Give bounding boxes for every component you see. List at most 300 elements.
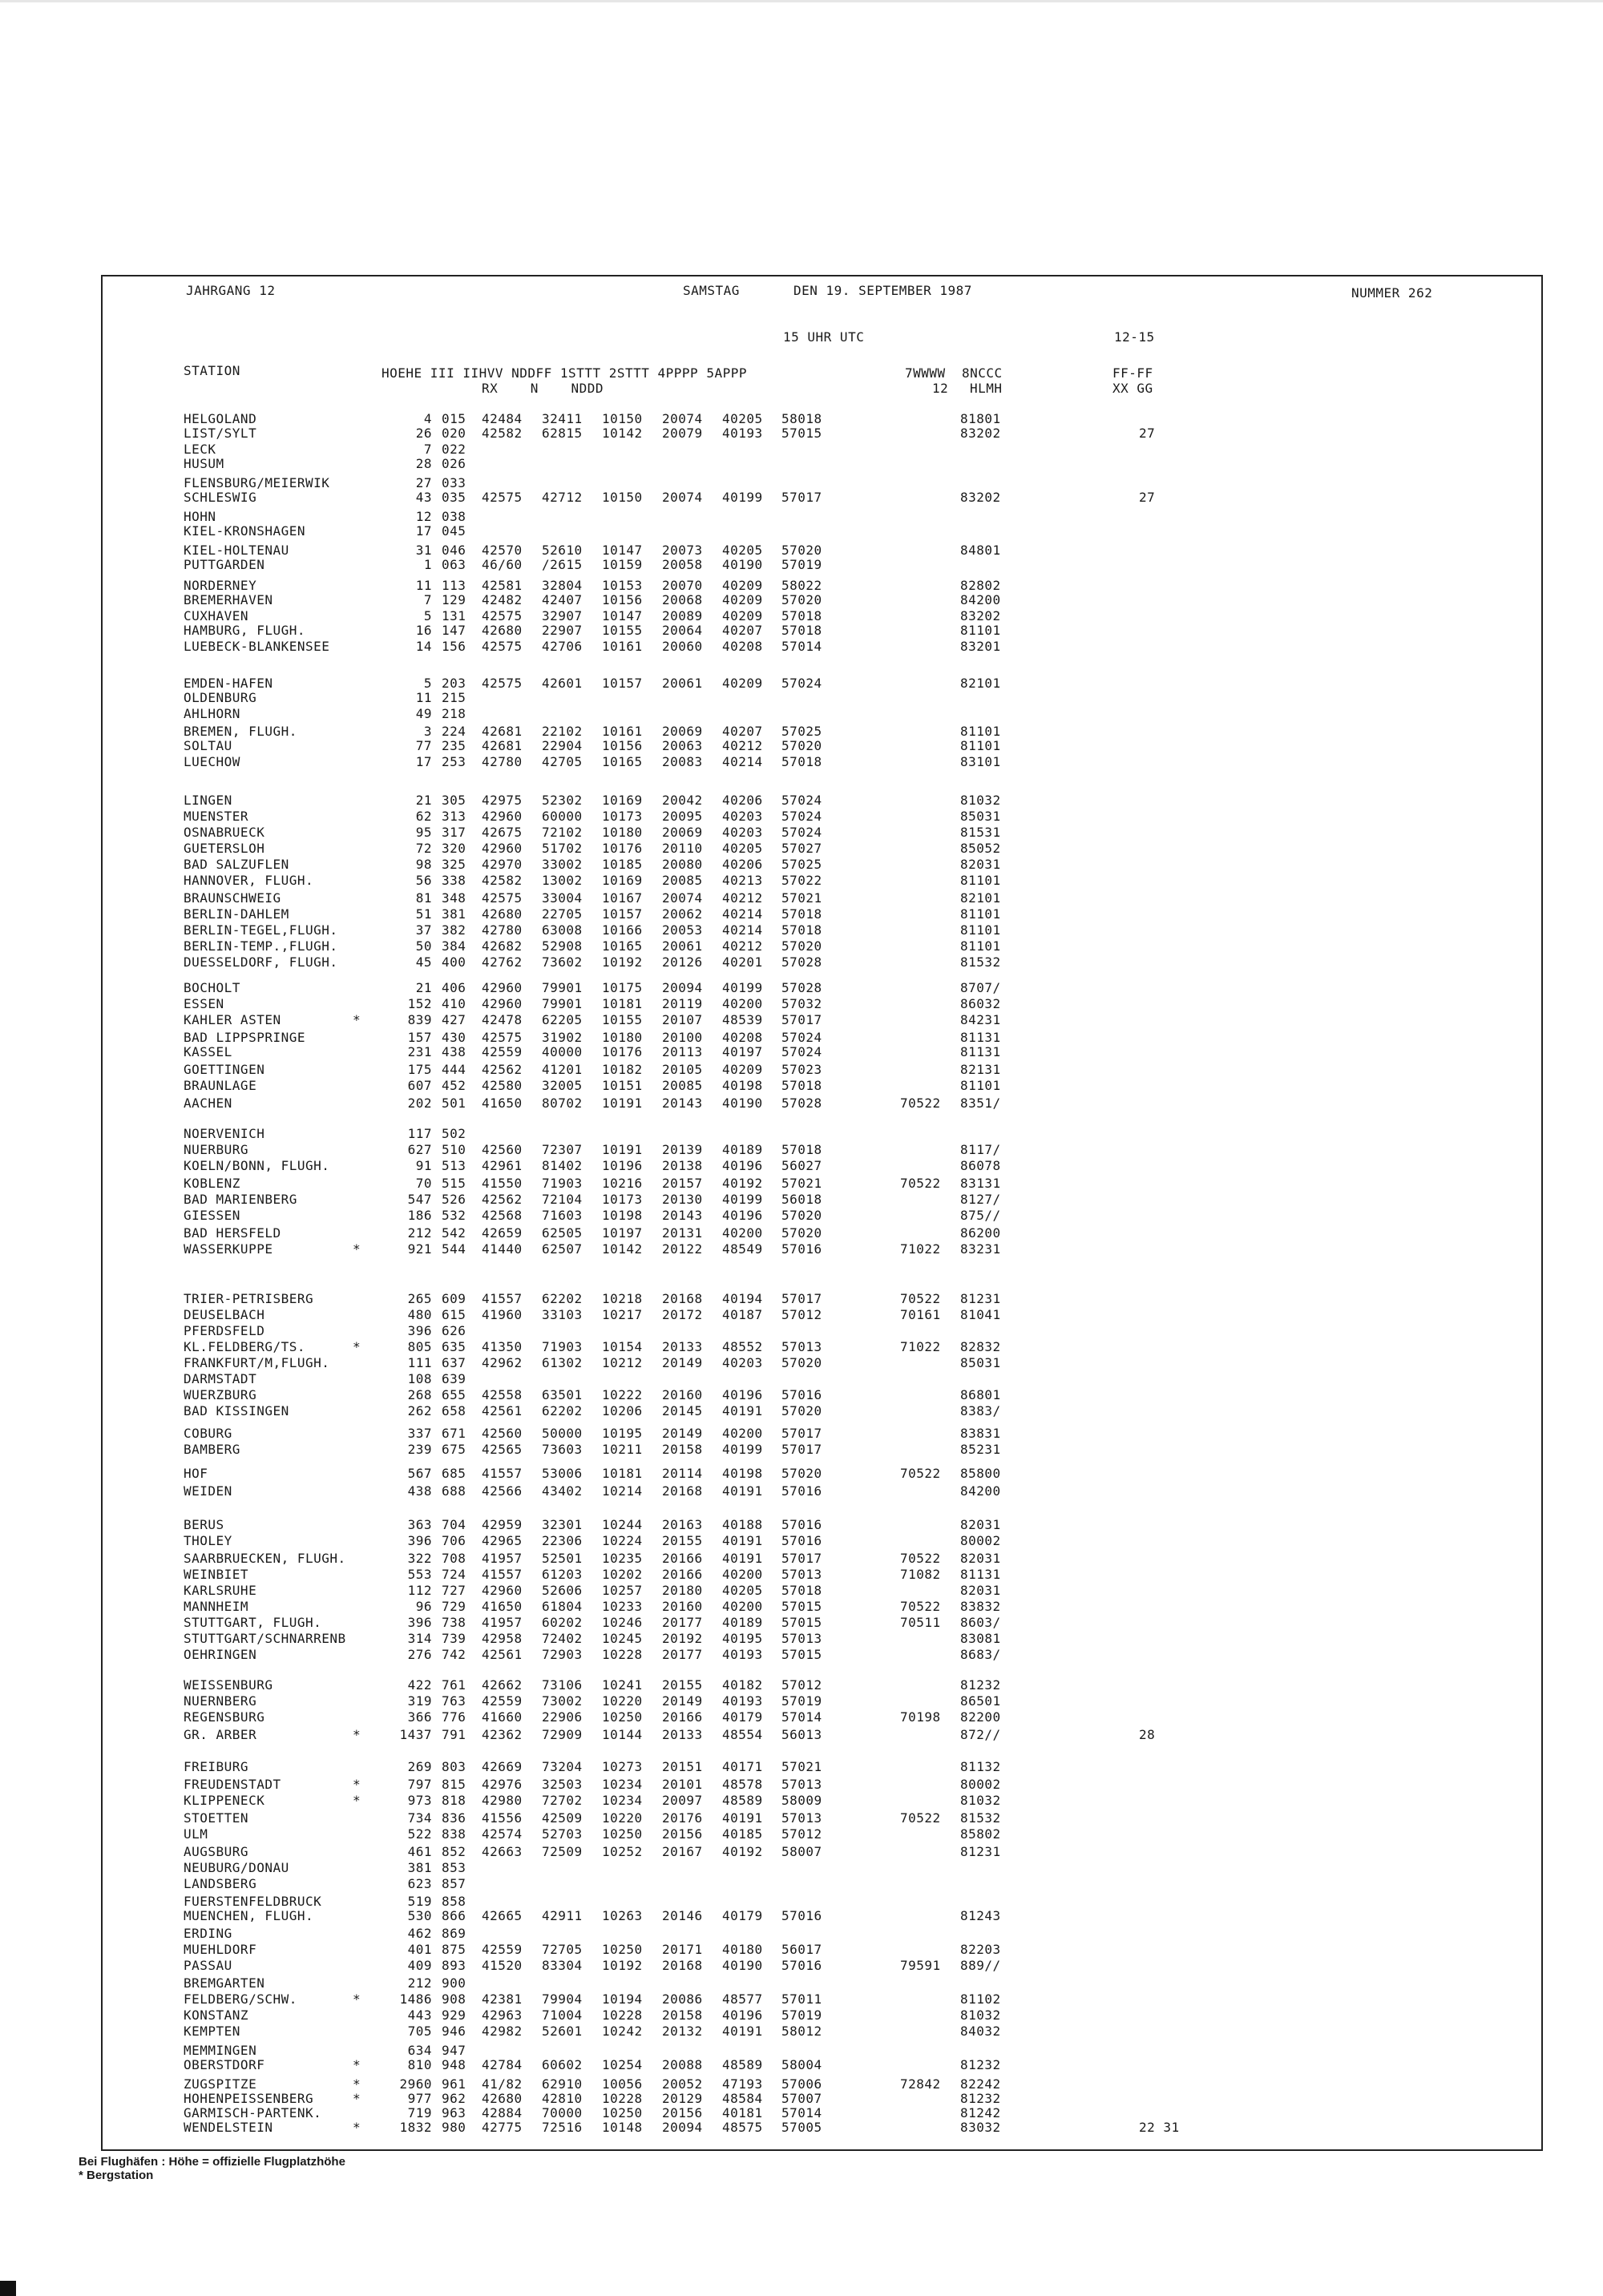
station-name: HAMBURG, FLUGH.	[184, 623, 305, 638]
observation-group: 10151	[602, 1078, 643, 1093]
table-row	[0, 1192, 1603, 1208]
observation-group: 48539	[722, 1012, 763, 1027]
observation-group: 73106	[542, 1677, 583, 1693]
table-row	[0, 1826, 1603, 1842]
observation-group: 42682	[482, 938, 523, 954]
observation-group: 10242	[602, 2024, 643, 2039]
observation-group: 10169	[602, 873, 643, 888]
observation-group: 10192	[602, 954, 643, 970]
table-row	[0, 1615, 1603, 1631]
observation-group: 20149	[662, 1426, 703, 1441]
observation-group: 42959	[482, 1517, 523, 1532]
station-height: 175	[407, 1062, 432, 1077]
observation-group: 10056	[602, 2076, 643, 2092]
observation-group: 57024	[781, 676, 822, 691]
station-name: NUERNBERG	[184, 1693, 257, 1709]
observation-group: 20095	[662, 809, 703, 824]
station-name: AACHEN	[184, 1096, 232, 1111]
observation-group: 10148	[602, 2120, 643, 2135]
observation-group: 40190	[722, 557, 763, 572]
observation-group: 10176	[602, 841, 643, 856]
observation-group: 57017	[781, 1012, 822, 1027]
observation-group: 71004	[542, 2007, 583, 2023]
table-row	[0, 793, 1603, 809]
station-name: NOERVENICH	[184, 1126, 265, 1141]
observation-group: 41650	[482, 1599, 523, 1614]
observation-group: 83202	[960, 490, 1001, 505]
observation-group: 20060	[662, 639, 703, 654]
observation-group: 62910	[542, 2076, 583, 2092]
observation-group: 40206	[722, 793, 763, 808]
station-name: MANNHEIM	[184, 1599, 249, 1614]
table-row	[0, 922, 1603, 938]
observation-group: 10222	[602, 1387, 643, 1402]
station-index: 438	[442, 1044, 466, 1059]
station-index: 947	[442, 2043, 466, 2058]
observation-group: 40191	[722, 1551, 763, 1566]
table-row	[0, 1241, 1603, 1257]
station-height: 96	[415, 1599, 432, 1614]
observation-group: 20069	[662, 724, 703, 739]
observation-group: 81032	[960, 2007, 1001, 2023]
observation-group: 27	[1139, 490, 1156, 505]
observation-group: 20114	[662, 1466, 703, 1481]
station-index: 502	[442, 1126, 466, 1141]
observation-group: 20168	[662, 1483, 703, 1499]
station-index: 022	[442, 442, 466, 457]
station-height: 21	[415, 793, 432, 808]
station-height: 72	[415, 841, 432, 856]
observation-group: 42580	[482, 1078, 523, 1093]
station-name: BERLIN-TEGEL,FLUGH.	[184, 922, 338, 938]
station-height: 381	[407, 1860, 432, 1875]
station-index: 729	[442, 1599, 466, 1614]
station-name: GUETERSLOH	[184, 841, 265, 856]
observation-group: 57015	[781, 1647, 822, 1662]
column-station: STATION	[184, 363, 240, 378]
observation-group: 20160	[662, 1387, 703, 1402]
observation-group: 20061	[662, 676, 703, 691]
observation-group: 20070	[662, 578, 703, 593]
observation-group: 40209	[722, 578, 763, 593]
observation-group: 20156	[662, 1826, 703, 1842]
observation-group: 71022	[900, 1339, 941, 1354]
observation-group: 57013	[781, 1810, 822, 1826]
table-row	[0, 1942, 1603, 1958]
observation-group: 42960	[482, 996, 523, 1011]
observation-group: 57020	[781, 738, 822, 753]
station-name: TRIER-PETRISBERG	[184, 1291, 314, 1306]
station-height: 51	[415, 906, 432, 922]
table-row	[0, 724, 1603, 740]
station-index: 348	[442, 890, 466, 906]
observation-group: 41957	[482, 1615, 523, 1630]
column-8nccc: 8NCCC	[962, 365, 1003, 381]
observation-group: 82031	[960, 857, 1001, 872]
observation-group: 48552	[722, 1339, 763, 1354]
observation-group: 20158	[662, 1442, 703, 1457]
observation-group: 20157	[662, 1176, 703, 1191]
observation-group: 31902	[542, 1030, 583, 1045]
observation-group: 40209	[722, 1062, 763, 1077]
station-name: NEUBURG/DONAU	[184, 1860, 289, 1875]
table-row	[0, 996, 1603, 1012]
station-height: 16	[415, 623, 432, 638]
station-name: DUESSELDORF, FLUGH.	[184, 954, 338, 970]
observation-group: 10167	[602, 890, 643, 906]
observation-group: 20094	[662, 2120, 703, 2135]
observation-group: 42681	[482, 724, 523, 739]
table-row	[0, 754, 1603, 770]
observation-group: 20085	[662, 873, 703, 888]
station-height: 31	[415, 543, 432, 558]
observation-group: 57005	[781, 2120, 822, 2135]
observation-group: 84200	[960, 1483, 1001, 1499]
station-name: KLIPPENECK	[184, 1793, 265, 1808]
observation-group: 57016	[781, 1517, 822, 1532]
observation-group: 889//	[960, 1958, 1001, 1973]
observation-group: 82101	[960, 676, 1001, 691]
station-name: PUTTGARDEN	[184, 557, 265, 572]
table-row	[0, 592, 1603, 608]
observation-group: 42561	[482, 1403, 523, 1418]
station-height: 363	[407, 1517, 432, 1532]
observation-group: 42775	[482, 2120, 523, 2135]
station-height: 839	[407, 1012, 432, 1027]
observation-group: 20105	[662, 1062, 703, 1077]
station-index: 900	[442, 1975, 466, 1991]
station-height: 366	[407, 1709, 432, 1725]
station-height: 567	[407, 1466, 432, 1481]
observation-group: 42562	[482, 1062, 523, 1077]
station-height: 5	[423, 676, 432, 691]
station-height: 81	[415, 890, 432, 906]
footnote-mountain-station: * Bergstation	[79, 2169, 154, 2182]
observation-group: 40200	[722, 1225, 763, 1241]
station-name: KOBLENZ	[184, 1176, 240, 1191]
observation-group: 42662	[482, 1677, 523, 1693]
table-row	[0, 1647, 1603, 1663]
station-name: PFERDSFELD	[184, 1323, 265, 1338]
observation-group: 48578	[722, 1777, 763, 1792]
table-row	[0, 857, 1603, 873]
observation-group: 71903	[542, 1339, 583, 1354]
station-index: 675	[442, 1442, 466, 1457]
table-row	[0, 1225, 1603, 1241]
observation-group: 20149	[662, 1355, 703, 1370]
observation-group: 61203	[542, 1567, 583, 1582]
observation-group: 8683/	[960, 1647, 1001, 1662]
observation-group: 10216	[602, 1176, 643, 1191]
observation-group: 52601	[542, 2024, 583, 2039]
observation-group: 42663	[482, 1844, 523, 1859]
table-row	[0, 1307, 1603, 1323]
observation-group: 81032	[960, 793, 1001, 808]
observation-group: 40198	[722, 1078, 763, 1093]
table-row	[0, 1426, 1603, 1442]
station-name: MEMMINGEN	[184, 2043, 257, 2058]
observation-group: 57014	[781, 2105, 822, 2120]
observation-group: 42965	[482, 1533, 523, 1548]
observation-group: 42961	[482, 1158, 523, 1173]
observation-group: 10161	[602, 639, 643, 654]
station-index: 033	[442, 475, 466, 490]
station-index: 818	[442, 1793, 466, 1808]
observation-group: 56018	[781, 1192, 822, 1207]
station-index: 235	[442, 738, 466, 753]
observation-group: 72402	[542, 1631, 583, 1646]
observation-group: 42478	[482, 1012, 523, 1027]
observation-group: 85031	[960, 1355, 1001, 1370]
station-name: SCHLESWIG	[184, 490, 257, 505]
observation-group: 10155	[602, 1012, 643, 1027]
station-name: HOHENPEISSENBERG	[184, 2091, 314, 2106]
observation-group: 10250	[602, 1942, 643, 1957]
station-index: 382	[442, 922, 466, 938]
observation-group: 20133	[662, 1727, 703, 1742]
observation-group: 20126	[662, 954, 703, 970]
observation-group: 40207	[722, 724, 763, 739]
table-row	[0, 523, 1603, 539]
station-index: 113	[442, 578, 466, 593]
observation-group: 20058	[662, 557, 703, 572]
observation-group: 872//	[960, 1727, 1001, 1742]
observation-group: 10198	[602, 1208, 643, 1223]
observation-group: 20094	[662, 980, 703, 995]
station-height: 12	[415, 509, 432, 524]
station-name: BERLIN-DAHLEM	[184, 906, 289, 922]
mountain-station-marker: *	[353, 2057, 361, 2072]
observation-group: 10182	[602, 1062, 643, 1077]
observation-group: 42975	[482, 793, 523, 808]
table-row	[0, 738, 1603, 754]
observation-group: 81131	[960, 1567, 1001, 1582]
table-row	[0, 1442, 1603, 1458]
observation-group: 42784	[482, 2057, 523, 2072]
station-name: STUTTGART/SCHNARRENB	[184, 1631, 346, 1646]
observation-group: 40214	[722, 754, 763, 769]
observation-group: 10176	[602, 1044, 643, 1059]
observation-group: 62202	[542, 1291, 583, 1306]
observation-group: 40196	[722, 2007, 763, 2023]
observation-group: 84032	[960, 2024, 1001, 2039]
observation-group: 82832	[960, 1339, 1001, 1354]
observation-group: 42575	[482, 676, 523, 691]
observation-group: 70522	[900, 1810, 941, 1826]
observation-group: 20074	[662, 490, 703, 505]
observation-group: 20155	[662, 1677, 703, 1693]
observation-group: 22306	[542, 1533, 583, 1548]
observation-group: 58018	[781, 411, 822, 426]
observation-group: 10228	[602, 2007, 643, 2023]
station-name: BAD SALZUFLEN	[184, 857, 289, 872]
station-index: 452	[442, 1078, 466, 1093]
observation-group: 40200	[722, 1426, 763, 1441]
station-index: 815	[442, 1777, 466, 1792]
observation-group: 81231	[960, 1844, 1001, 1859]
observation-group: 28	[1139, 1727, 1156, 1742]
observation-group: 57028	[781, 1096, 822, 1111]
table-row	[0, 1339, 1603, 1355]
table-row	[0, 1894, 1603, 1910]
station-name: LUECHOW	[184, 754, 240, 769]
station-index: 869	[442, 1926, 466, 1941]
observation-group: 10166	[602, 922, 643, 938]
observation-group: 8351/	[960, 1096, 1001, 1111]
station-height: 422	[407, 1677, 432, 1693]
observation-group: 8603/	[960, 1615, 1001, 1630]
table-row	[0, 1793, 1603, 1809]
station-index: 515	[442, 1176, 466, 1191]
observation-group: 20143	[662, 1208, 703, 1223]
observation-group: 20131	[662, 1225, 703, 1241]
observation-group: 63501	[542, 1387, 583, 1402]
observation-group: 10165	[602, 938, 643, 954]
observation-group: 20068	[662, 592, 703, 607]
observation-group: 42561	[482, 1647, 523, 1662]
observation-group: 20166	[662, 1567, 703, 1582]
observation-group: 22 31	[1139, 2120, 1180, 2135]
station-index: 381	[442, 906, 466, 922]
observation-group: 72842	[900, 2076, 941, 2092]
table-row	[0, 2057, 1603, 2073]
observation-group: 42362	[482, 1727, 523, 1742]
station-height: 734	[407, 1810, 432, 1826]
observation-group: 10169	[602, 793, 643, 808]
observation-group: 57013	[781, 1339, 822, 1354]
observation-group: 57020	[781, 938, 822, 954]
observation-group: 52703	[542, 1826, 583, 1842]
observation-group: 40209	[722, 676, 763, 691]
observation-group: 20133	[662, 1339, 703, 1354]
observation-group: 20171	[662, 1942, 703, 1957]
observation-group: 80002	[960, 1777, 1001, 1792]
station-height: 627	[407, 1142, 432, 1157]
observation-group: 81101	[960, 738, 1001, 753]
station-name: MUENCHEN, FLUGH.	[184, 1908, 314, 1923]
observation-group: 32503	[542, 1777, 583, 1792]
station-height: 623	[407, 1876, 432, 1891]
observation-group: 84200	[960, 592, 1001, 607]
station-name: ZUGSPITZE	[184, 2076, 257, 2092]
station-name: OEHRINGEN	[184, 1647, 257, 1662]
observation-group: 42681	[482, 738, 523, 753]
observation-group: 42706	[542, 639, 583, 654]
observation-group: 71022	[900, 1241, 941, 1257]
observation-group: 85802	[960, 1826, 1001, 1842]
observation-group: 57020	[781, 1355, 822, 1370]
station-name: KIEL-HOLTENAU	[184, 543, 289, 558]
station-name: FLENSBURG/MEIERWIK	[184, 475, 330, 490]
station-index: 761	[442, 1677, 466, 1693]
station-name: KASSEL	[184, 1044, 232, 1059]
station-height: 70	[415, 1176, 432, 1191]
observation-group: 57016	[781, 1908, 822, 1923]
table-row	[0, 1126, 1603, 1142]
observation-group: 81532	[960, 954, 1001, 970]
observation-group: 57025	[781, 857, 822, 872]
observation-group: 20167	[662, 1844, 703, 1859]
observation-group: 40185	[722, 1826, 763, 1842]
station-name: GARMISCH-PARTENK.	[184, 2105, 322, 2120]
station-index: 215	[442, 690, 466, 705]
observation-group: 40181	[722, 2105, 763, 2120]
observation-group: 42558	[482, 1387, 523, 1402]
observation-group: 40201	[722, 954, 763, 970]
table-row	[0, 1844, 1603, 1860]
observation-group: 20052	[662, 2076, 703, 2092]
observation-group: 42601	[542, 676, 583, 691]
station-index: 738	[442, 1615, 466, 1630]
station-index: 704	[442, 1517, 466, 1532]
table-row	[0, 608, 1603, 624]
observation-group: 83231	[960, 1241, 1001, 1257]
station-name: BREMERHAVEN	[184, 592, 273, 607]
table-row	[0, 1759, 1603, 1775]
station-name: REGENSBURG	[184, 1709, 265, 1725]
observation-group: 10206	[602, 1403, 643, 1418]
observation-group: 10250	[602, 1826, 643, 1842]
station-name: DEUSELBACH	[184, 1307, 265, 1322]
station-height: 522	[407, 1826, 432, 1842]
station-name: GIESSEN	[184, 1208, 240, 1223]
observation-group: 40197	[722, 1044, 763, 1059]
observation-group: 48589	[722, 2057, 763, 2072]
observation-group: 40209	[722, 608, 763, 623]
observation-group: 42575	[482, 608, 523, 623]
observation-group: 33103	[542, 1307, 583, 1322]
observation-group: 81102	[960, 1991, 1001, 2007]
observation-group: 10142	[602, 426, 643, 441]
observation-group: 86801	[960, 1387, 1001, 1402]
observation-group: 83202	[960, 608, 1001, 623]
observation-group: 82200	[960, 1709, 1001, 1725]
station-height: 27	[415, 475, 432, 490]
observation-group: 57016	[781, 1958, 822, 1973]
station-index: 685	[442, 1466, 466, 1481]
observation-group: 71082	[900, 1567, 941, 1582]
observation-group: /2615	[542, 557, 583, 572]
station-name: BAD MARIENBERG	[184, 1192, 297, 1207]
observation-group: 85800	[960, 1466, 1001, 1481]
mountain-station-marker: *	[353, 2076, 361, 2092]
table-row	[0, 475, 1603, 491]
station-index: 688	[442, 1483, 466, 1499]
observation-group: 71603	[542, 1208, 583, 1223]
observation-group: 20158	[662, 2007, 703, 2023]
station-height: 1437	[399, 1727, 432, 1742]
observation-group: 27	[1139, 426, 1156, 441]
table-row	[0, 1583, 1603, 1599]
observation-group: 63008	[542, 922, 583, 938]
station-height: 480	[407, 1307, 432, 1322]
observation-group: 72307	[542, 1142, 583, 1157]
observation-group: 57017	[781, 1291, 822, 1306]
table-row	[0, 623, 1603, 639]
station-name: BREMEN, FLUGH.	[184, 724, 297, 739]
observation-group: 20113	[662, 1044, 703, 1059]
observation-group: 40212	[722, 738, 763, 753]
station-name: FUERSTENFELDBRUCK	[184, 1894, 322, 1909]
station-index: 338	[442, 873, 466, 888]
observation-group: 81231	[960, 1291, 1001, 1306]
observation-group: 57018	[781, 1142, 822, 1157]
observation-group: 82802	[960, 578, 1001, 593]
station-name: LECK	[184, 442, 216, 457]
station-name: LIST/SYLT	[184, 426, 257, 441]
observation-group: 72903	[542, 1647, 583, 1662]
station-name: WASSERKUPPE	[184, 1241, 273, 1257]
